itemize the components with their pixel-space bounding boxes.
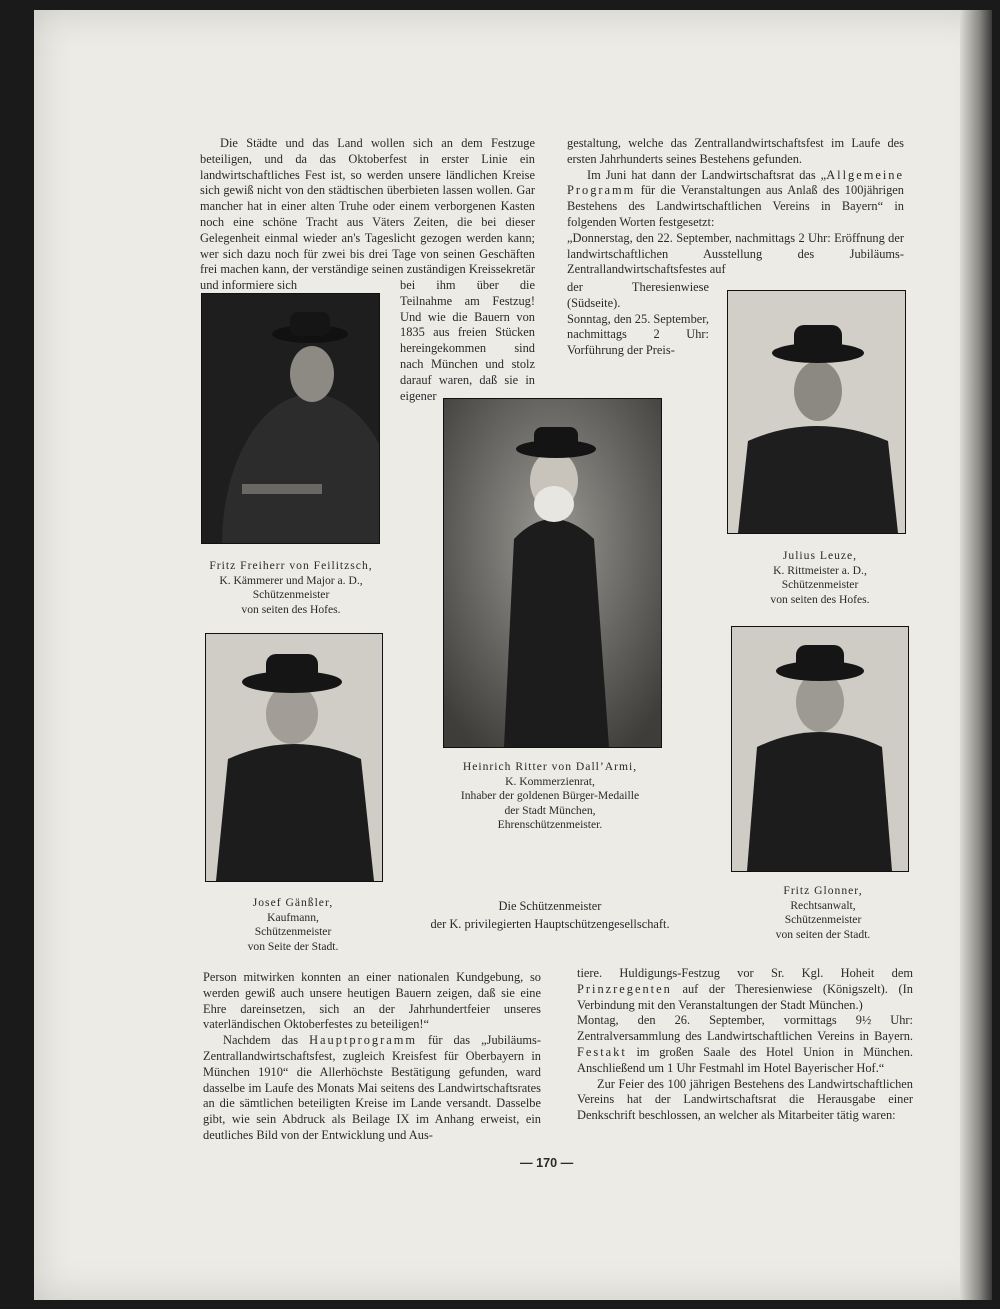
portrait-dallarmi [443, 398, 662, 748]
caption-line: Kaufmann, [267, 910, 319, 924]
caption-line: von Seite der Stadt. [247, 939, 339, 953]
col2-p2-spaced: Allgemeine Programm [567, 167, 904, 198]
col1-bottom-p2-a: Nachdem das [223, 1033, 310, 1048]
col2-p3-narrow: der Theresienwiese (Südseite). [567, 280, 709, 310]
col1-bottom-p2-spaced: Hauptprogramm [309, 1033, 417, 1048]
caption-line: K. Kämmerer und Major a. D., [219, 573, 363, 587]
col2-bottom-p2-spaced: Festakt [577, 1044, 627, 1059]
col2-p3: „Donnerstag, den 22. September, nachmittags 2 Uhr: Eröffnung der landwirtschaftlichen Ausstellung des Jubiläums-Zentrallandwirtschaftsfestes auf [567, 230, 904, 277]
caption-name: Julius Leuze, [782, 549, 858, 562]
col2-p1: gestaltung, welche das Zentrallandwirtschaftsfest im Laufe des ersten Jahrhunderts seines Bestehens gefunden. [567, 136, 904, 166]
caption-line: von seiten der Stadt. [775, 927, 871, 941]
caption-line: von seiten des Hofes. [241, 602, 341, 616]
col2-p2-a: Im Juni hat dann der Landwirtschaftsrat das „ [587, 167, 827, 182]
caption-line: K. Kommerzienrat, [505, 774, 595, 788]
col1-bottom-p2-b: für das „Jubiläums-Zentrallandwirtschaftsfest, zugleich Kreisfest für Oberbayern in München 1910“ die Allerhöchste Bestätigung gefunden, ward dasselbe im Laufe des Monats Mai seitens des Landwirtschaftsrates an die sämtlichen beteiligten Kreise im Lande versandt. Dasselbe gibt, wie sein Abdruck als Beilage IX im Anhang erweist, ein deutliches Bild von der Entwicklung und Aus- [203, 1033, 541, 1142]
caption-line: Schützenmeister [781, 578, 859, 592]
caption-name: Heinrich Ritter von Dall’Armi, [462, 760, 638, 773]
portrait-feilitzsch [201, 293, 380, 544]
col2-narrow-text [567, 280, 709, 359]
group-title-line2: der K. privilegierten Hauptschützengesellschaft. [430, 917, 670, 931]
group-title [400, 897, 700, 933]
col2-bottom-text [577, 966, 913, 1124]
col1-top-paragraph: Die Städte und das Land wollen sich an dem Festzuge beteiligen, und da das Oktoberfest in erster Linie ein landwirtschaftliches Fest ist, so werden unsere ländlichen Kreise sich gewiß nicht von den städtischen überbieten lassen wollen. Gar mancher hat in einer alten Truhe oder einem verborgenen Kasten noch eine schöne Tracht aus Väters Zeiten, die bei dieser Gelegenheit einmal wieder an's Tageslicht gezogen werden kann; wer sich dazu noch für zwei bis drei Tage von seinen Geschäften frei machen kann, der verständige seinen zuständigen Kreissekretär und informiere sich [200, 136, 535, 293]
col2-bottom-p1-a: tiere. Huldigungs-Festzug vor Sr. Kgl. Hoheit dem [577, 966, 913, 980]
col2-p4-narrow: Sonntag, den 25. September, nachmittags 2 Uhr: Vorführung der Preis- [567, 311, 709, 358]
col2-bottom-p2-a: Montag, den 26. September, vormittags 9½ Uhr: Zentralversammlung des Landwirtschaftlichen Vereins in Bayern. [577, 1013, 913, 1044]
caption-gaenssler [205, 896, 381, 954]
col2-bottom-p1 [577, 966, 913, 1013]
page-number: — 170 — [520, 1156, 574, 1170]
book-gutter-shadow [960, 10, 992, 1300]
caption-line: Ehrenschützenmeister. [497, 818, 603, 832]
col2-top-text [567, 136, 904, 278]
col1-bottom-text [203, 970, 541, 1144]
col1-bottom-p1: Person mitwirken konnten an einer nationalen Kundgebung, so werden gewiß auch unsere heutigen Bauern zeigen, daß sie eine Ehre dareinsetzen, sich an der Jahrhundertfeier unseres vaterländischen Oktoberfestes zu beteiligen!“ [203, 970, 541, 1032]
caption-leuze [730, 549, 910, 607]
caption-line: Schützenmeister [254, 925, 332, 939]
caption-line: Schützenmeister [252, 588, 330, 602]
caption-line: Schützenmeister [784, 913, 862, 927]
col1-inset-paragraph: bei ihm über die Teilnahme am Festzug! Und wie die Bauern von 1835 aus freien Stücken hereingekommen sind nach München und stolz darauf waren, daß sie in eigener [400, 278, 535, 403]
col2-p2 [567, 168, 904, 231]
caption-line: Inhaber der goldenen Bürger-Medaille [460, 789, 640, 803]
col2-bottom-p2 [577, 1013, 913, 1076]
caption-dallarmi [420, 760, 680, 833]
caption-name: Fritz Glonner, [783, 884, 863, 897]
col1-bottom-p2 [203, 1033, 541, 1144]
col2-bottom-p1-spaced: Prinzregenten [577, 981, 672, 996]
col1-top-text [200, 136, 535, 294]
caption-name: Fritz Freiherr von Feilitzsch, [209, 559, 373, 572]
portrait-glonner [731, 626, 909, 872]
portrait-leuze [727, 290, 906, 534]
caption-line: von seiten des Hofes. [770, 592, 870, 606]
group-title-line1: Die Schützenmeister [498, 899, 602, 913]
caption-glonner [730, 884, 916, 942]
caption-feilitzsch [180, 559, 402, 617]
portrait-gaenssler [205, 633, 383, 882]
caption-line: K. Rittmeister a. D., [773, 563, 867, 577]
col1-inset-text [400, 278, 535, 404]
col2-bottom-p2-b: im großen Saale des Hotel Union in München. Anschließend um 1 Uhr Festmahl im Hotel Bayerischer Hof.“ [577, 1044, 913, 1075]
col2-bottom-p1-b: auf der Theresienwiese (Königszelt). (In Verbindung mit den Veranstaltungen der Stadt München.) [577, 981, 913, 1012]
col2-bottom-p3: Zur Feier des 100 jährigen Bestehens des Landwirtschaftlichen Vereins hat der Landwirtschaftsrat die Herausgabe einer Denkschrift beschlossen, an welcher als Mitarbeiter tätig waren: [577, 1076, 913, 1123]
col2-p2-b: für die Veranstaltungen aus Anlaß des 100jährigen Bestehens des Landwirtschaftlichen Vereins in Bayern“ in folgenden Worten festgesetzt: [567, 183, 904, 229]
caption-line: der Stadt München, [504, 803, 596, 817]
caption-name: Josef Gänßler, [252, 896, 334, 909]
caption-line: Rechtsanwalt, [790, 898, 856, 912]
